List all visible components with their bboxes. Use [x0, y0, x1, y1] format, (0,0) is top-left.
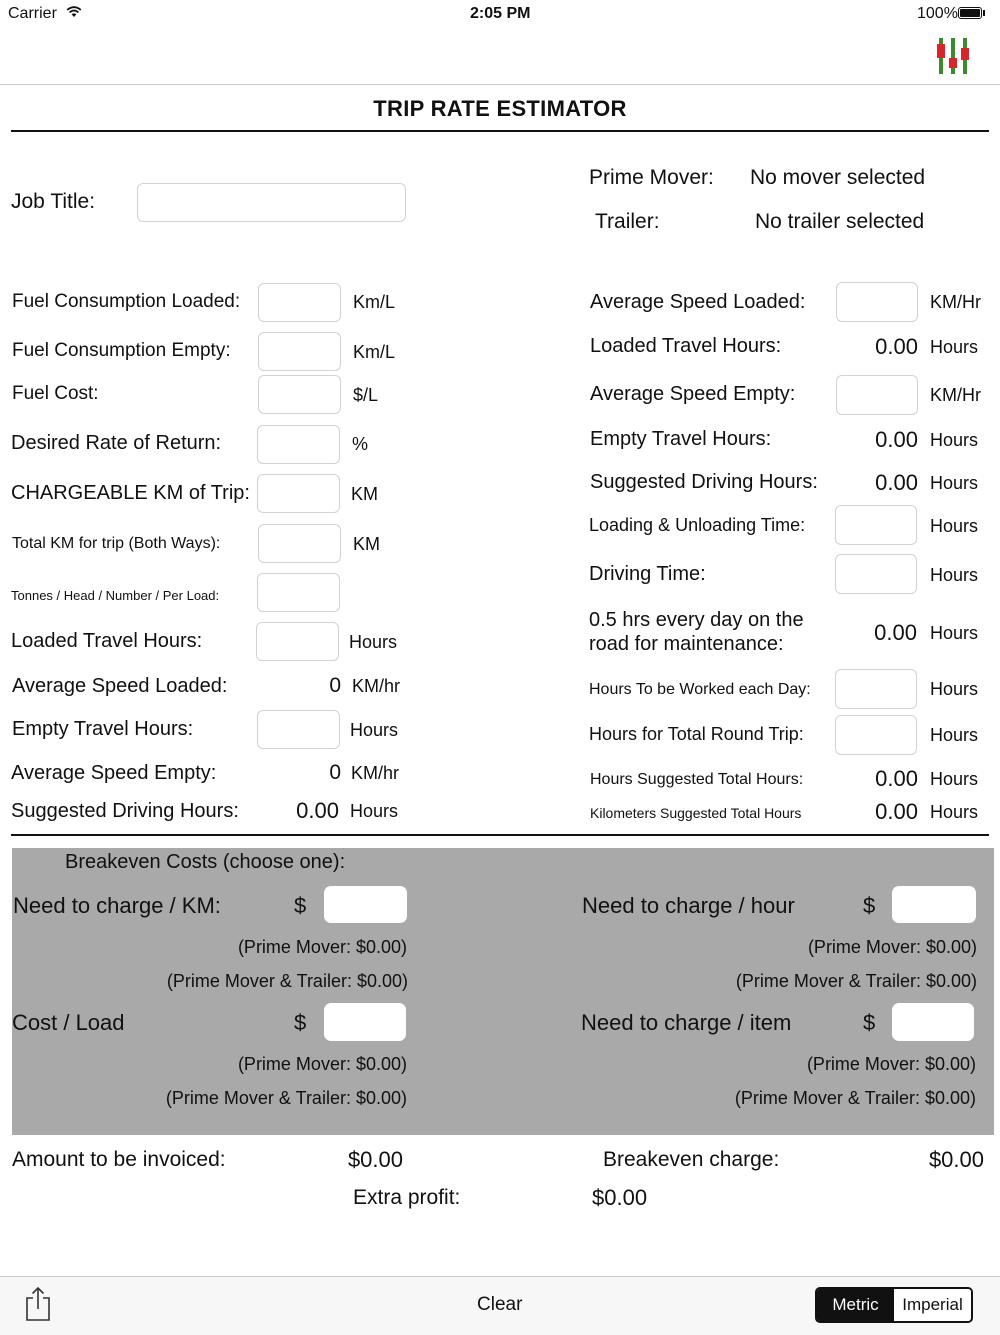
prime-mover-value[interactable]: No mover selected — [750, 166, 926, 189]
breakeven-charge-label: Breakeven charge: — [603, 1148, 780, 1171]
per-km-input[interactable] — [324, 886, 407, 923]
avg-loaded-value: 0 — [329, 674, 341, 697]
per-item-input[interactable] — [892, 1003, 974, 1041]
per-load-currency: $ — [294, 1010, 307, 1035]
driving-time-unit: Hours — [930, 565, 979, 585]
per-km-label: Need to charge / KM: — [13, 893, 221, 918]
fuel-empty-input[interactable] — [258, 332, 341, 371]
total-km-label: Total KM for trip (Both Ways): — [12, 535, 221, 552]
total-km-unit: KM — [353, 534, 380, 554]
empty-hours-unit: Hours — [350, 720, 399, 740]
fuel-loaded-unit: Km/L — [353, 292, 396, 312]
share-icon[interactable] — [24, 1286, 52, 1322]
load-unload-label: Loading & Unloading Time: — [589, 515, 806, 535]
extra-profit-value: $0.00 — [592, 1185, 648, 1210]
sugg-total-unit: Hours — [930, 769, 979, 789]
per-hour-prime-mover: (Prime Mover: $0.00) — [807, 937, 977, 957]
km-sugg-total-unit: Hours — [930, 802, 979, 822]
wifi-icon — [66, 6, 82, 18]
avg-empty-unit: KM/hr — [351, 763, 400, 783]
loaded-hours-input[interactable] — [256, 622, 339, 661]
per-km-currency: $ — [294, 893, 307, 918]
avg-empty-value: 0 — [329, 761, 341, 784]
loaded-hours-label: Loaded Travel Hours: — [11, 630, 203, 652]
fuel-cost-label: Fuel Cost: — [12, 383, 99, 404]
fuel-empty-label: Fuel Consumption Empty: — [12, 340, 231, 361]
status-bar — [0, 0, 1000, 28]
km-sugg-total-value: 0.00 — [875, 799, 918, 824]
worked-day-label: Hours To be Worked each Day: — [589, 681, 811, 698]
breakeven-charge-value: $0.00 — [928, 1147, 984, 1172]
job-title-label: Job Title: — [11, 190, 96, 213]
r-loaded-hours-label: Loaded Travel Hours: — [590, 335, 782, 357]
worked-day-input[interactable] — [835, 669, 917, 709]
fuel-cost-unit: $/L — [353, 385, 379, 405]
trailer-value[interactable]: No trailer selected — [755, 210, 925, 233]
maintenance-unit: Hours — [930, 623, 979, 643]
per-hour-prime-mover-trailer: (Prime Mover & Trailer: $0.00) — [735, 971, 977, 991]
per-hour-currency: $ — [863, 893, 876, 918]
sugg-driving-label: Suggested Driving Hours: — [11, 800, 239, 822]
nav-bar — [0, 28, 1000, 85]
load-unload-input[interactable] — [835, 505, 917, 545]
r-sugg-driving-unit: Hours — [930, 473, 979, 493]
carrier-label: Carrier — [8, 5, 57, 22]
round-trip-label: Hours for Total Round Trip: — [589, 724, 804, 744]
battery-percent: 100% — [917, 5, 958, 22]
chargeable-km-input[interactable] — [257, 474, 340, 513]
avg-empty-label: Average Speed Empty: — [11, 762, 217, 784]
fuel-loaded-label: Fuel Consumption Loaded: — [12, 291, 241, 312]
rate-return-unit: % — [352, 434, 369, 454]
per-load-input[interactable] — [324, 1003, 406, 1041]
chargeable-km-unit: KM — [351, 484, 378, 504]
rate-return-input[interactable] — [257, 425, 340, 464]
r-avg-empty-input[interactable] — [836, 375, 918, 415]
r-sugg-driving-label: Suggested Driving Hours: — [590, 471, 818, 493]
driving-time-input[interactable] — [835, 554, 917, 594]
maintenance-label-line1: 0.5 hrs every day on the — [589, 609, 804, 631]
per-item-currency: $ — [863, 1010, 876, 1035]
r-loaded-hours-unit: Hours — [930, 337, 979, 357]
per-hour-input[interactable] — [892, 886, 976, 923]
r-loaded-hours-value: 0.00 — [875, 334, 918, 359]
worked-day-unit: Hours — [930, 679, 979, 699]
r-avg-empty-unit: KM/Hr — [930, 385, 981, 405]
trailer-label: Trailer: — [595, 210, 660, 233]
battery-icon — [958, 7, 982, 19]
section-divider — [11, 834, 989, 836]
tonnes-label: Tonnes / Head / Number / Per Load: — [11, 588, 220, 603]
metric-segment[interactable]: Metric — [817, 1289, 894, 1321]
r-avg-loaded-input[interactable] — [836, 282, 918, 322]
sugg-driving-unit: Hours — [350, 801, 399, 821]
per-item-prime-mover-trailer: (Prime Mover & Trailer: $0.00) — [734, 1088, 976, 1108]
fuel-empty-unit: Km/L — [353, 342, 396, 362]
imperial-segment[interactable]: Imperial — [894, 1289, 971, 1321]
per-item-label: Need to charge / item — [581, 1010, 792, 1035]
chargeable-km-label: CHARGEABLE KM of Trip: — [11, 482, 250, 504]
tonnes-input[interactable] — [257, 573, 340, 612]
round-trip-unit: Hours — [930, 725, 979, 745]
sugg-total-label: Hours Suggested Total Hours: — [590, 771, 804, 788]
r-avg-loaded-label: Average Speed Loaded: — [590, 291, 806, 313]
invoiced-value: $0.00 — [347, 1147, 403, 1172]
per-hour-label: Need to charge / hour — [582, 893, 795, 918]
avg-loaded-label: Average Speed Loaded: — [12, 675, 228, 697]
page-title: TRIP RATE ESTIMATOR — [373, 96, 627, 121]
driving-time-label: Driving Time: — [589, 563, 706, 585]
per-load-prime-mover-trailer: (Prime Mover & Trailer: $0.00) — [165, 1088, 407, 1108]
per-load-prime-mover: (Prime Mover: $0.00) — [237, 1054, 407, 1074]
job-title-input[interactable] — [137, 183, 406, 222]
r-empty-hours-value: 0.00 — [875, 427, 918, 452]
breakeven-heading: Breakeven Costs (choose one): — [65, 851, 346, 873]
prime-mover-label: Prime Mover: — [589, 166, 714, 189]
unit-segmented-control[interactable] — [815, 1287, 973, 1323]
loaded-hours-unit: Hours — [349, 632, 398, 652]
round-trip-input[interactable] — [835, 715, 917, 755]
per-km-prime-mover: (Prime Mover: $0.00) — [237, 937, 407, 957]
fuel-loaded-input[interactable] — [258, 283, 341, 322]
battery-tip — [983, 10, 985, 16]
r-empty-hours-unit: Hours — [930, 430, 979, 450]
total-km-input[interactable] — [258, 524, 341, 563]
avg-loaded-unit: KM/hr — [352, 676, 401, 696]
maintenance-value: 0.00 — [874, 620, 917, 645]
load-unload-unit: Hours — [930, 516, 979, 536]
sliders-icon[interactable] — [936, 36, 970, 76]
extra-profit-label: Extra profit: — [353, 1186, 461, 1209]
rate-return-label: Desired Rate of Return: — [11, 432, 222, 454]
maintenance-label-line2: road for maintenance: — [589, 633, 784, 655]
per-load-label: Cost / Load — [12, 1010, 125, 1035]
r-avg-empty-label: Average Speed Empty: — [590, 383, 796, 405]
clear-button[interactable]: Clear — [477, 1294, 523, 1315]
title-divider — [11, 130, 989, 132]
clock: 2:05 PM — [470, 5, 531, 22]
empty-hours-label: Empty Travel Hours: — [12, 718, 194, 740]
sugg-total-value: 0.00 — [875, 766, 918, 791]
r-avg-loaded-unit: KM/Hr — [930, 292, 981, 312]
per-item-prime-mover: (Prime Mover: $0.00) — [806, 1054, 976, 1074]
km-sugg-total-label: Kilometers Suggested Total Hours — [590, 805, 802, 821]
per-km-prime-mover-trailer: (Prime Mover & Trailer: $0.00) — [166, 971, 408, 991]
invoiced-label: Amount to be invoiced: — [12, 1148, 226, 1171]
sugg-driving-value: 0.00 — [296, 798, 339, 823]
r-sugg-driving-value: 0.00 — [875, 470, 918, 495]
r-empty-hours-label: Empty Travel Hours: — [590, 428, 772, 450]
empty-hours-input[interactable] — [257, 710, 340, 749]
fuel-cost-input[interactable] — [258, 375, 341, 414]
